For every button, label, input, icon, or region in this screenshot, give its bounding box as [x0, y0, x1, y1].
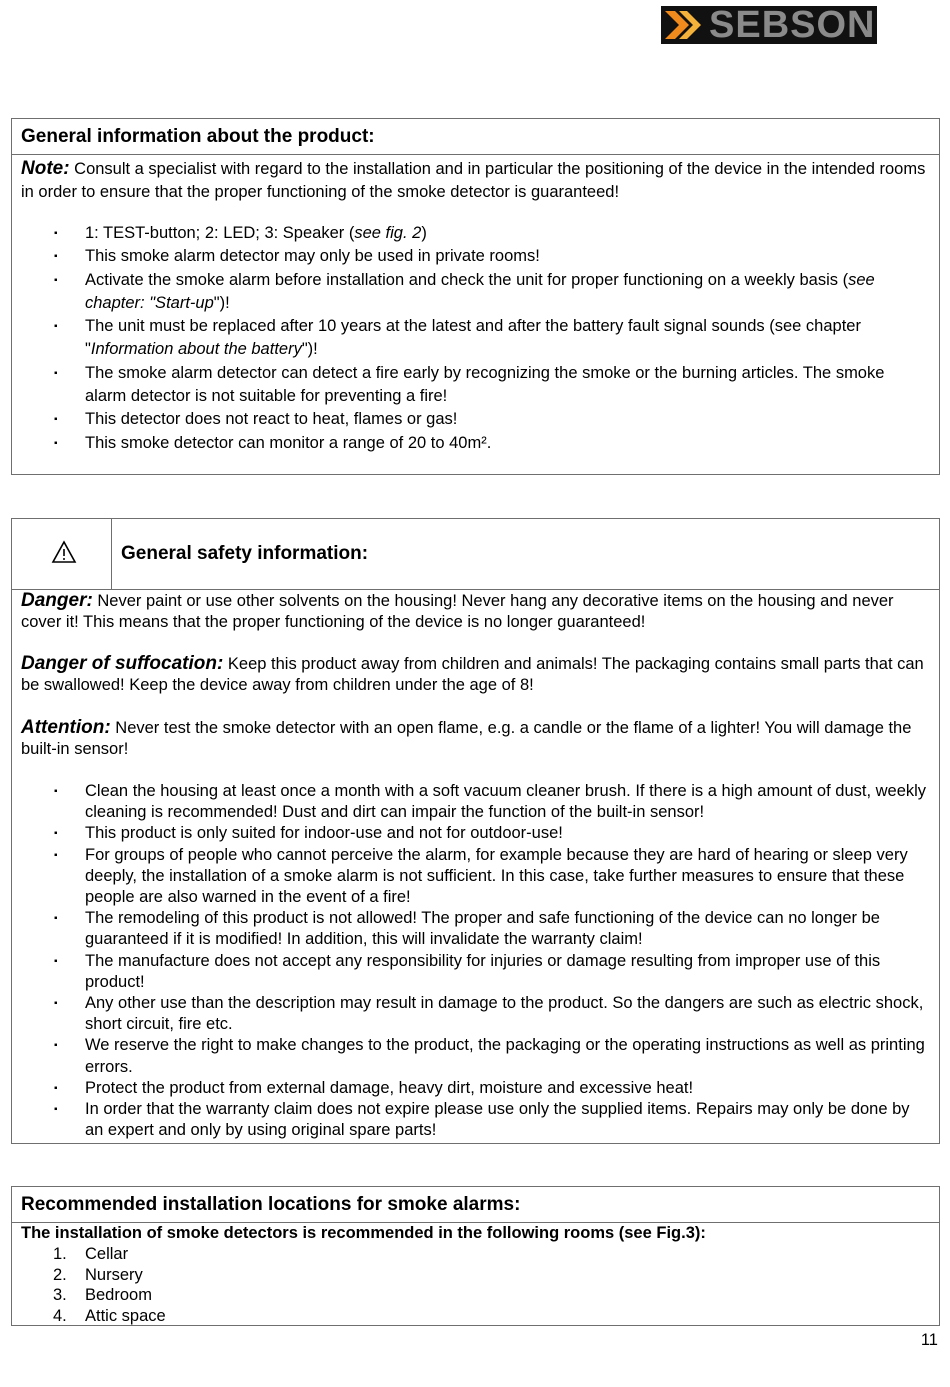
logo-wordmark: SEBSON — [709, 4, 876, 46]
safety-bullet-item — [12, 781, 929, 823]
safety-paragraph-label: Danger: — [21, 590, 93, 611]
install-room-item — [12, 1285, 929, 1306]
safety-info-header — [12, 519, 939, 590]
bullet-text: This detector does not react to heat, flames or gas! — [85, 410, 458, 429]
safety-paragraph-text: Never paint or use other solvents on the housing! Never hang any decorative items on the housing and never cover it! This means that the proper functioning of the device is no longer guaranteed! — [21, 592, 894, 631]
warning-triangle-icon — [51, 540, 77, 564]
bullet-italic-text: Information about the battery — [90, 340, 302, 359]
bullet-text: Any other use than the description may result in damage to the product. So the dangers are such as electric shock, short circuit, fire etc. — [85, 994, 924, 1034]
product-info-title: General information about the product: — [21, 126, 375, 147]
bullet-marker: ▪ — [54, 274, 58, 286]
bullet-text: We reserve the right to make changes to the product, the packaging or the operating instructions as well as printing errors. — [85, 1036, 925, 1076]
room-label: Cellar — [85, 1245, 129, 1263]
bullet-italic-text: see chapter: "Start-up — [85, 270, 875, 312]
bullet-text: Clean the housing at least once a month with a soft vacuum cleaner brush. If there is a high amount of dust, weekly cleaning is recommended! Dust and dirt can impair the function of the built-in sensor! — [85, 782, 927, 822]
chevron-logo-icon — [661, 6, 707, 44]
product-bullet-item — [12, 315, 929, 362]
product-bullet-list — [12, 222, 929, 455]
bullet-text: This smoke alarm detector may only be used in private rooms! — [85, 247, 540, 266]
bullet-marker: ▪ — [54, 228, 58, 239]
bullet-text: For groups of people who cannot perceive the alarm, for example because they are hard of hearing or sleep very deeply, the installation of a smoke alarm is not sufficient. In this case, take further measures to ensure that these people are also warned in the event of a fire! — [85, 845, 908, 907]
bullet-text: Protect the product from external damage, heavy dirt, moisture and excessive heat! — [85, 1078, 694, 1097]
list-number: 4. — [53, 1306, 67, 1325]
install-locations-box — [11, 1186, 940, 1326]
install-room-item — [12, 1306, 929, 1327]
bullet-marker: ▪ — [54, 828, 58, 840]
warning-icon-cell — [12, 519, 112, 589]
bullet-marker: ▪ — [54, 321, 58, 333]
install-locations-title: Recommended installation locations for smoke alarms: — [21, 1194, 521, 1215]
bullet-marker: ▪ — [54, 1040, 58, 1052]
safety-paragraph — [21, 653, 929, 696]
sebson-logo — [661, 6, 877, 44]
list-number: 2. — [53, 1265, 67, 1284]
bullet-marker: ▪ — [54, 998, 58, 1010]
bullet-marker: ▪ — [54, 251, 58, 263]
product-info-box — [11, 118, 940, 475]
safety-paragraph-text: Keep this product away from children and animals! The packaging contains small parts that can be swallowed! Keep the device away from children under the age of 8! — [21, 655, 924, 694]
safety-info-title: General safety information: — [121, 543, 369, 564]
bullet-marker: ▪ — [54, 1104, 58, 1116]
install-room-item — [12, 1265, 929, 1286]
product-bullet-item — [12, 362, 929, 409]
bullet-text: ")! — [213, 293, 230, 312]
room-label: Attic space — [85, 1306, 166, 1325]
list-number: 3. — [53, 1286, 67, 1304]
safety-bullet-list — [12, 781, 929, 1141]
bullet-marker: ▪ — [54, 1082, 58, 1094]
product-bullet-item — [12, 408, 929, 431]
safety-bullet-item — [12, 993, 929, 1035]
product-bullet-item — [12, 432, 929, 455]
room-label: Nursery — [85, 1265, 143, 1284]
bullet-text: In order that the warranty claim does not expire please use only the supplied items. Repairs may only be done by an expert and only by using original spare parts! — [85, 1100, 910, 1140]
safety-bullet-item — [12, 908, 929, 950]
bullet-text: ")! — [301, 340, 318, 359]
safety-paragraph-label: Attention: — [21, 717, 111, 738]
bullet-marker: ▪ — [54, 913, 58, 925]
bullet-text: The remodeling of this product is not allowed! The proper and safe functioning of the device can no longer be guaranteed if it is modified! In addition, this will invalidate the warranty claim! — [85, 909, 880, 949]
safety-paragraph — [21, 717, 929, 760]
bullet-text: ) — [421, 224, 427, 242]
safety-paragraph-label: Danger of suffocation: — [21, 653, 224, 674]
safety-paragraph-text: Never test the smoke detector with an open flame, e.g. a candle or the flame of a lighter! You will damage the built-in sensor! — [21, 719, 912, 758]
bullet-text: 1: TEST-button; 2: LED; 3: Speaker ( — [85, 224, 355, 242]
safety-bullet-item — [12, 845, 929, 909]
safety-bullet-item — [12, 951, 929, 993]
install-room-item — [12, 1244, 929, 1265]
install-intro: The installation of smoke detectors is recommended in the following rooms (see Fig.3): — [21, 1224, 706, 1242]
product-bullet-item — [12, 222, 929, 245]
note-text: Consult a specialist with regard to the installation and in particular the positioning of the device in the intended rooms in order to ensure that the proper functioning of the smoke detector is guaranteed! — [21, 160, 926, 201]
note-label: Note: — [21, 158, 70, 179]
note-paragraph — [21, 157, 929, 204]
bullet-text: This smoke detector can monitor a range of 20 to 40m². — [85, 433, 492, 452]
list-number: 1. — [53, 1245, 67, 1263]
bullet-marker: ▪ — [54, 955, 58, 967]
bullet-marker: ▪ — [54, 786, 58, 797]
bullet-marker: ▪ — [54, 367, 58, 379]
safety-bullet-item — [12, 1035, 929, 1077]
bullet-text: This product is only suited for indoor-use and not for outdoor-use! — [85, 824, 563, 843]
install-room-list — [12, 1244, 929, 1326]
product-bullet-item — [12, 269, 929, 316]
safety-info-box — [11, 518, 940, 1144]
product-bullet-item — [12, 245, 929, 268]
bullet-italic-text: see fig. 2 — [354, 224, 422, 242]
page-number: 11 — [920, 1331, 938, 1349]
safety-bullet-item — [12, 823, 929, 844]
bullet-text: Activate the smoke alarm before installation and check the unit for proper functioning on a weekly basis ( — [85, 270, 849, 289]
room-label: Bedroom — [85, 1286, 152, 1304]
bullet-marker: ▪ — [54, 849, 58, 861]
bullet-marker: ▪ — [54, 414, 58, 426]
safety-bullet-item — [12, 1099, 929, 1141]
bullet-marker: ▪ — [54, 437, 58, 449]
bullet-text: The unit must be replaced after 10 years at the latest and after the battery fault signal sounds (see chapter " — [85, 317, 861, 359]
install-locations-header — [12, 1187, 939, 1223]
product-info-header — [12, 119, 939, 155]
bullet-text: The manufacture does not accept any responsibility for injuries or damage resulting from improper use of this product! — [85, 951, 881, 991]
safety-bullet-item — [12, 1078, 929, 1099]
bullet-text: The smoke alarm detector can detect a fire early by recognizing the smoke or the burning articles. The smoke alarm detector is not suitable for preventing a fire! — [85, 363, 885, 406]
safety-paragraph — [21, 590, 929, 633]
